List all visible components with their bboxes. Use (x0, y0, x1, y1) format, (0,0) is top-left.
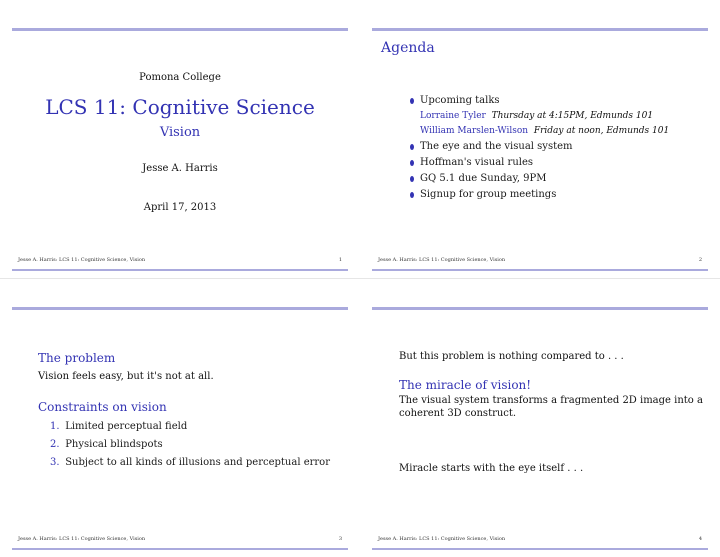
presentation-subtitle: Vision (159, 125, 201, 140)
header-rule (372, 28, 708, 31)
block-text-problem: Vision feels easy, but it's not at all. (38, 371, 214, 382)
slide-1-title (0, 0, 360, 278)
frame-title: Agenda (381, 40, 435, 56)
constraints-list (50, 420, 330, 474)
footer-text: Jesse A. Harris: LCS 11: Cognitive Science, Vision (18, 536, 146, 542)
talk-item: William Marslen-Wilson Friday at noon, Edmunds 101 (420, 126, 670, 136)
list-item: The eye and the visual system (410, 141, 669, 153)
block-text-line-1: The visual system transforms a fragmented 2D image into a (399, 395, 703, 406)
list-item: Signup for group meetings (410, 189, 669, 201)
footer-text: Jesse A. Harris: LCS 11: Cognitive Science, Vision (378, 536, 506, 542)
header-rule (12, 28, 348, 31)
bullet-icon (410, 192, 414, 198)
footer (378, 257, 702, 263)
author: Jesse A. Harris (142, 163, 218, 174)
footer-text: Jesse A. Harris: LCS 11: Cognitive Science, Vision (18, 257, 146, 263)
footer-rule (12, 269, 348, 271)
closing-text: Miracle starts with the eye itself . . . (399, 463, 584, 474)
bullet-icon (410, 98, 414, 104)
header-rule (372, 307, 708, 310)
bullet-icon (410, 160, 414, 166)
footer (18, 536, 342, 542)
page-number: 2 (698, 257, 702, 263)
bullet-icon (410, 176, 414, 182)
list-item: 2. Physical blindspots (50, 439, 163, 450)
list-item: Hoffman's visual rules (410, 157, 669, 169)
block-title-constraints: Constraints on vision (38, 400, 167, 414)
block-title-miracle: The miracle of vision! (399, 378, 532, 392)
footer (378, 536, 702, 542)
institution: Pomona College (139, 72, 221, 83)
list-item: 1. Limited perceptual field (50, 421, 188, 432)
slide-4-miracle (360, 279, 720, 557)
agenda-list (410, 95, 669, 205)
footer (18, 257, 342, 263)
presentation-title: LCS 11: Cognitive Science (45, 95, 315, 119)
block-title-problem: The problem (38, 351, 116, 365)
page-number: 4 (698, 536, 702, 542)
talk-item: Lorraine Tyler Thursday at 4:15PM, Edmunds 101 (420, 111, 654, 121)
list-item: GQ 5.1 due Sunday, 9PM (410, 173, 669, 185)
footer-rule (12, 548, 348, 550)
list-item: 3. Subject to all kinds of illusions and perceptual error (50, 457, 330, 468)
intro-text: But this problem is nothing compared to . . . (399, 351, 624, 362)
header-rule (12, 307, 348, 310)
page-number: 1 (338, 257, 342, 263)
slide-3-problem (0, 279, 360, 557)
footer-rule (372, 548, 708, 550)
page-number: 3 (338, 536, 342, 542)
footer-text: Jesse A. Harris: LCS 11: Cognitive Science, Vision (378, 257, 506, 263)
slide-2-agenda (360, 0, 720, 278)
bullet-icon (410, 144, 414, 150)
block-text-line-2: coherent 3D construct. (399, 408, 517, 419)
list-item: Upcoming talks (410, 95, 669, 107)
footer-rule (372, 269, 708, 271)
date: April 17, 2013 (143, 202, 217, 213)
